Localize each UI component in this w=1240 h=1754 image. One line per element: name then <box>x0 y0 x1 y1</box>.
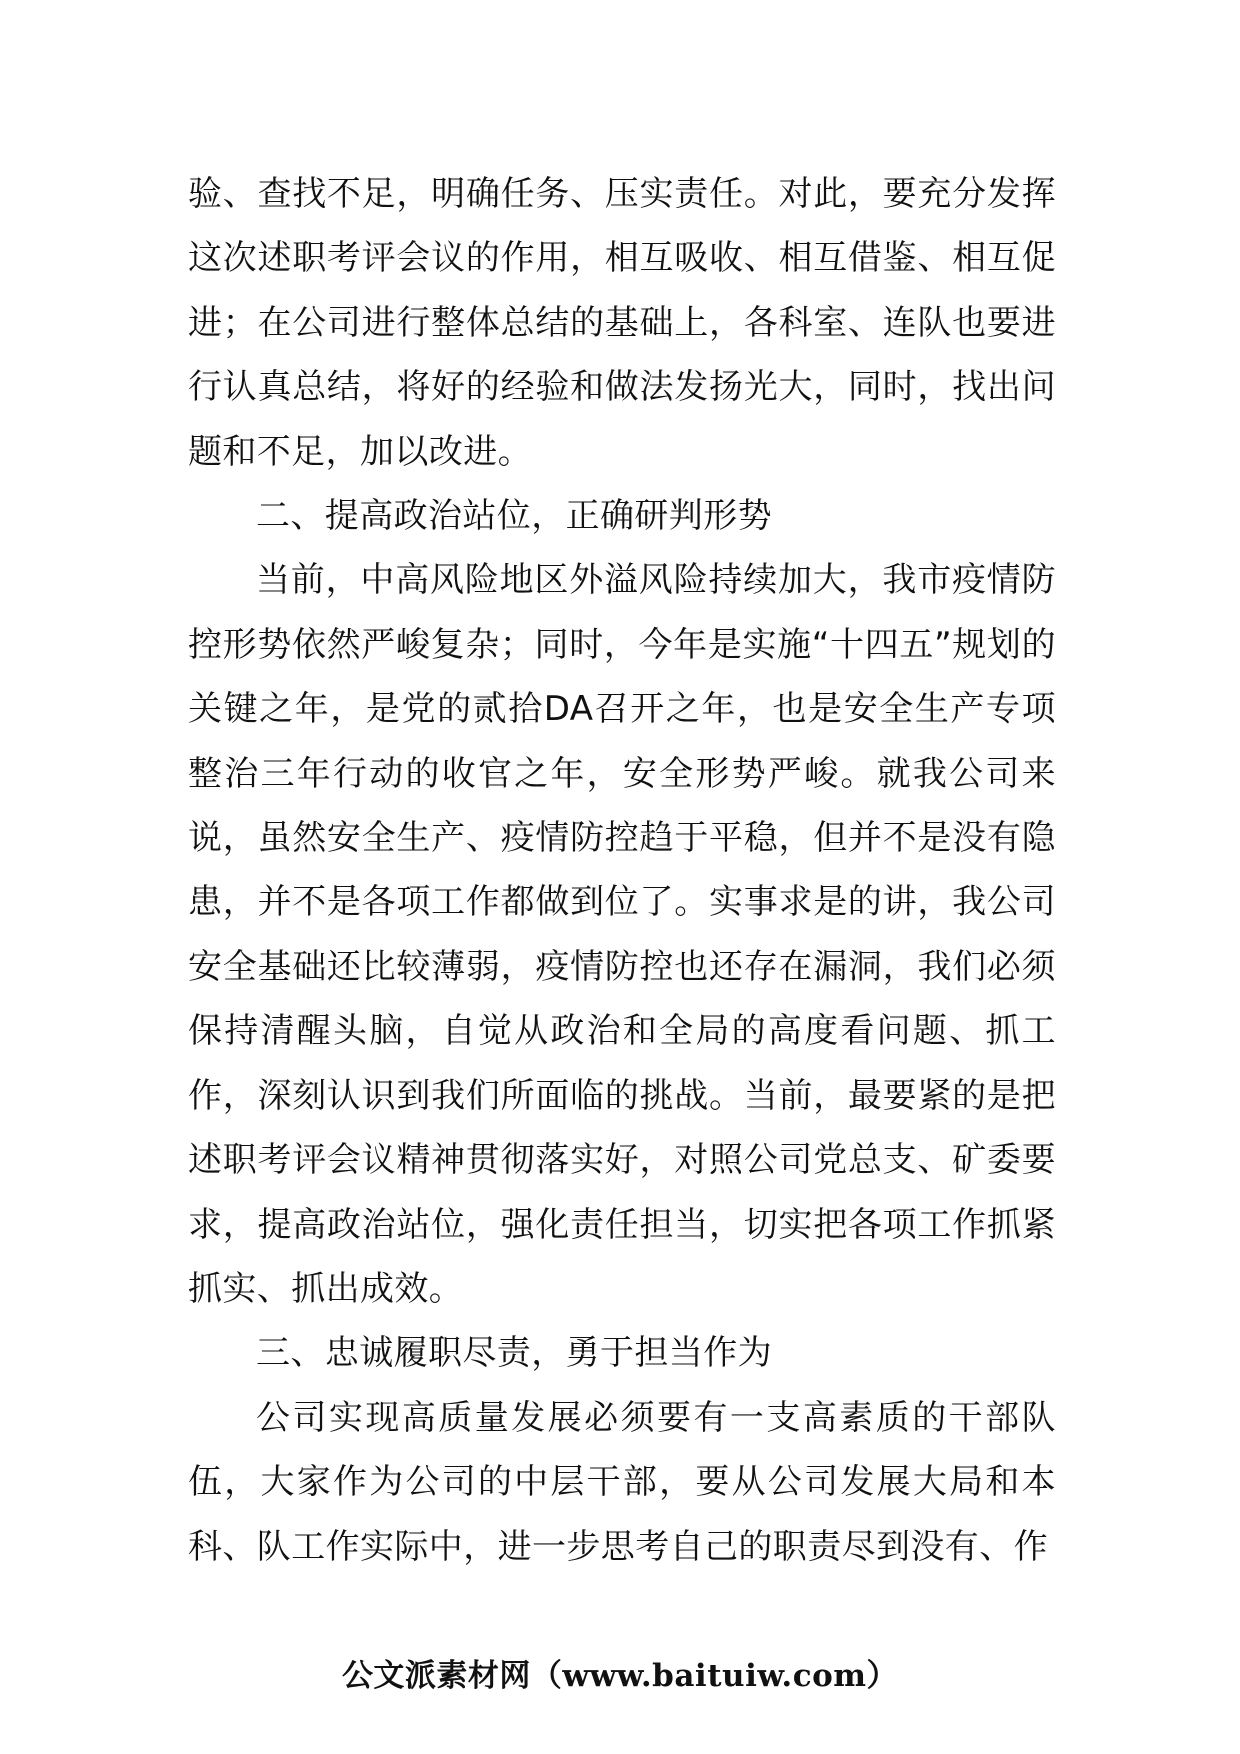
body-paragraph: 验、查找不足，明确任务、压实责任。对此，要充分发挥这次述职考评会议的作用，相互吸收、相互借鉴、相互促进；在公司进行整体总结的基础上，各科室、连队也要进行认真总结，将好的经验和做法发扬光大，同时，找出问题和不足，加以改进。 <box>188 174 1056 472</box>
section-heading: 三、忠诚履职尽责，勇于担当作为 <box>256 1333 772 1374</box>
section-heading: 二、提高政治站位，正确研判形势 <box>256 496 772 537</box>
watermark-footer: 公文派素材网（www.baituiw.com） <box>341 1658 899 1694</box>
body-paragraph: 公司实现高质量发展必须要有一支高素质的干部队伍，大家作为公司的中层干部，要从公司发展大局和本科、队工作实际中，进一步思考自己的职责尽到没有、作 <box>188 1397 1056 1567</box>
body-paragraph: 当前，中高风险地区外溢风险持续加大，我市疫情防控形势依然严峻复杂；同时，今年是实施“十四五”规划的关键之年，是党的贰拾DA召开之年，也是安全生产专项整治三年行动的收官之年，安全形势严峻。就我公司来说，虽然安全生产、疫情防控趋于平稳，但并不是没有隐患，并不是各项工作都做到位了。实事求是的讲，我公司安全基础还比较薄弱，疫情防控也还存在漏洞，我们必须保持清醒头脑，自觉从政治和全局的高度看问题、抓工作，深刻认识到我们所面临的挑战。当前，最要紧的是把述职考评会议精神贯彻落实好，对照公司党总支、矿委要求，提高政治站位，强化责任担当，切实把各项工作抓紧抓实、抓出成效。 <box>188 560 1056 1309</box>
document-body <box>188 162 1056 1579</box>
